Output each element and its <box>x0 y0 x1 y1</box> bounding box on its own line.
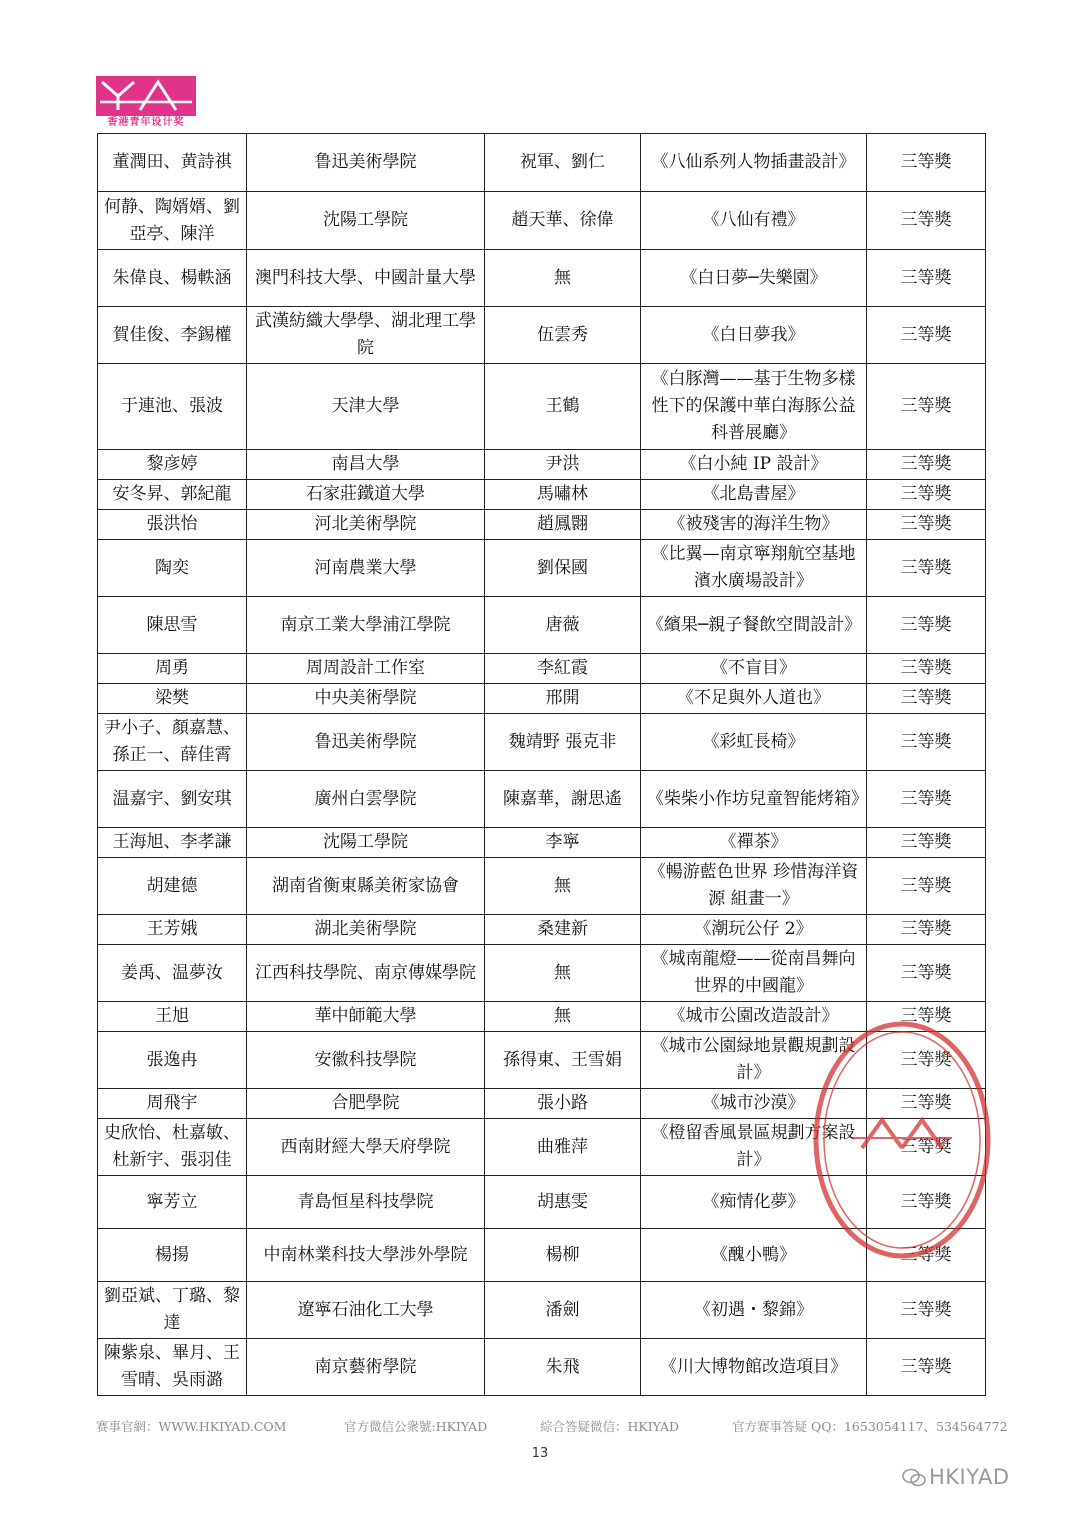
table-row <box>98 684 986 714</box>
student-cell: 賀佳俊、李錫權 <box>98 307 247 364</box>
table-row <box>98 364 986 450</box>
table-row <box>98 480 986 510</box>
advisor-cell: 朱飛 <box>485 1339 641 1396</box>
student-cell: 陳紫泉、畢月、王雪晴、吳雨潞 <box>98 1339 247 1396</box>
school-cell: 遼寧石油化工大學 <box>247 1282 485 1339</box>
advisor-cell: 潘劍 <box>485 1282 641 1339</box>
student-cell: 周勇 <box>98 654 247 684</box>
school-cell: 沈陽工學院 <box>247 828 485 858</box>
award-cell: 三等獎 <box>867 1002 986 1032</box>
table-row <box>98 654 986 684</box>
work-cell: 《城南龍燈——從南昌舞向世界的中國龍》 <box>641 945 867 1002</box>
advisor-cell: 魏靖野 張克非 <box>485 714 641 771</box>
table-row <box>98 1032 986 1089</box>
work-cell: 《比翼—南京寧翔航空基地濱水廣場設計》 <box>641 540 867 597</box>
advisor-cell: 李寧 <box>485 828 641 858</box>
school-cell: 華中師範大學 <box>247 1002 485 1032</box>
school-cell: 河北美術學院 <box>247 510 485 540</box>
table-row <box>98 1282 986 1339</box>
advisor-cell: 唐薇 <box>485 597 641 654</box>
student-cell: 劉亞斌、丁璐、黎達 <box>98 1282 247 1339</box>
student-cell: 陶奕 <box>98 540 247 597</box>
award-cell: 三等獎 <box>867 654 986 684</box>
table-row <box>98 510 986 540</box>
table-row <box>98 1229 986 1282</box>
award-cell: 三等獎 <box>867 714 986 771</box>
advisor-cell: 尹洪 <box>485 450 641 480</box>
footer-website: 赛事官網：WWW.HKIYAD.COM <box>96 1419 287 1434</box>
table-row <box>98 1119 986 1176</box>
watermark <box>902 1465 1010 1489</box>
work-cell: 《白豚灣——基于生物多樣性下的保護中華白海豚公益科普展廳》 <box>641 364 867 450</box>
table-row <box>98 1089 986 1119</box>
logo-text: 香港青年设计奖 <box>107 117 185 128</box>
work-cell: 《白日夢─失樂園》 <box>641 250 867 307</box>
student-cell: 于連池、張波 <box>98 364 247 450</box>
work-cell: 《不盲目》 <box>641 654 867 684</box>
table-row <box>98 858 986 915</box>
work-cell: 《繽果─親子餐飲空間設計》 <box>641 597 867 654</box>
work-cell: 《彩虹長椅》 <box>641 714 867 771</box>
work-cell: 《柴柴小作坊兒童智能烤箱》 <box>641 771 867 828</box>
award-cell: 三等獎 <box>867 1229 986 1282</box>
school-cell: 南昌大學 <box>247 450 485 480</box>
work-cell: 《城市公園改造設計》 <box>641 1002 867 1032</box>
award-cell: 三等獎 <box>867 1282 986 1339</box>
student-cell: 楊揚 <box>98 1229 247 1282</box>
table-row <box>98 250 986 307</box>
student-cell: 張洪怡 <box>98 510 247 540</box>
footer-wechat-official: 官方微信公衆號:HKIYAD <box>344 1419 488 1434</box>
award-cell: 三等獎 <box>867 192 986 250</box>
brand-logo <box>96 76 196 130</box>
table-row <box>98 915 986 945</box>
table-row <box>98 1176 986 1229</box>
award-cell: 三等獎 <box>867 307 986 364</box>
school-cell: 鲁迅美術學院 <box>247 714 485 771</box>
advisor-cell: 無 <box>485 858 641 915</box>
school-cell: 中南林業科技大學涉外學院 <box>247 1229 485 1282</box>
school-cell: 河南農業大學 <box>247 540 485 597</box>
work-cell: 《醜小鴨》 <box>641 1229 867 1282</box>
awards-table <box>97 133 986 1396</box>
logo-mark <box>96 76 196 116</box>
table-row <box>98 307 986 364</box>
student-cell: 張逸冉 <box>98 1032 247 1089</box>
school-cell: 湖南省衡東縣美術家協會 <box>247 858 485 915</box>
school-cell: 安徽科技學院 <box>247 1032 485 1089</box>
work-cell: 《川大博物館改造項目》 <box>641 1339 867 1396</box>
table-row <box>98 540 986 597</box>
table-row <box>98 714 986 771</box>
student-cell: 董潤田、黄詩祺 <box>98 134 247 192</box>
award-cell: 三等獎 <box>867 1119 986 1176</box>
advisor-cell: 王鶴 <box>485 364 641 450</box>
school-cell: 鲁迅美術學院 <box>247 134 485 192</box>
student-cell: 梁樊 <box>98 684 247 714</box>
student-cell: 史欣怡、杜嘉敏、杜新宇、張羽佳 <box>98 1119 247 1176</box>
advisor-cell: 劉保國 <box>485 540 641 597</box>
award-cell: 三等獎 <box>867 828 986 858</box>
footer-qq: 官方赛事答疑 QQ：1653054117、534564772 <box>732 1419 1008 1434</box>
watermark-text: HKIYAD <box>929 1465 1010 1489</box>
advisor-cell: 李紅霞 <box>485 654 641 684</box>
work-cell: 《城市公園緑地景觀規劃設計》 <box>641 1032 867 1089</box>
advisor-cell: 邢開 <box>485 684 641 714</box>
work-cell: 《白小純 IP 設計》 <box>641 450 867 480</box>
advisor-cell: 祝軍、劉仁 <box>485 134 641 192</box>
table-row <box>98 450 986 480</box>
table-row <box>98 771 986 828</box>
wechat-icon <box>902 1468 926 1488</box>
table-row <box>98 134 986 192</box>
student-cell: 何静、陶婿婿、劉亞亭、陳洋 <box>98 192 247 250</box>
award-cell: 三等獎 <box>867 684 986 714</box>
award-cell: 三等獎 <box>867 915 986 945</box>
award-cell: 三等獎 <box>867 1089 986 1119</box>
table-row <box>98 945 986 1002</box>
advisor-cell: 胡惠雯 <box>485 1176 641 1229</box>
advisor-cell: 無 <box>485 250 641 307</box>
award-cell: 三等獎 <box>867 480 986 510</box>
school-cell: 南京藝術學院 <box>247 1339 485 1396</box>
advisor-cell: 楊柳 <box>485 1229 641 1282</box>
school-cell: 青島恒星科技學院 <box>247 1176 485 1229</box>
work-cell: 《禪茶》 <box>641 828 867 858</box>
advisor-cell: 桑建新 <box>485 915 641 945</box>
student-cell: 安冬昇、郭紀龍 <box>98 480 247 510</box>
work-cell: 《八仙系列人物插畫設計》 <box>641 134 867 192</box>
work-cell: 《痴情化夢》 <box>641 1176 867 1229</box>
student-cell: 姜禹、温夢汝 <box>98 945 247 1002</box>
school-cell: 江西科技學院、南京傳媒學院 <box>247 945 485 1002</box>
advisor-cell: 張小路 <box>485 1089 641 1119</box>
student-cell: 王旭 <box>98 1002 247 1032</box>
award-cell: 三等獎 <box>867 1339 986 1396</box>
student-cell: 温嘉宇、劉安琪 <box>98 771 247 828</box>
advisor-cell: 伍雲秀 <box>485 307 641 364</box>
student-cell: 黎彦婷 <box>98 450 247 480</box>
award-cell: 三等獎 <box>867 364 986 450</box>
work-cell: 《橙留香風景區規劃方案設計》 <box>641 1119 867 1176</box>
award-cell: 三等獎 <box>867 1176 986 1229</box>
advisor-cell: 曲雅萍 <box>485 1119 641 1176</box>
advisor-cell: 趙鳳翾 <box>485 510 641 540</box>
work-cell: 《潮玩公仔 2》 <box>641 915 867 945</box>
school-cell: 湖北美術學院 <box>247 915 485 945</box>
student-cell: 朱偉良、楊軼涵 <box>98 250 247 307</box>
student-cell: 王海旭、李孝謙 <box>98 828 247 858</box>
work-cell: 《初遇・黎錦》 <box>641 1282 867 1339</box>
award-cell: 三等獎 <box>867 540 986 597</box>
school-cell: 南京工業大學浦江學院 <box>247 597 485 654</box>
table-row <box>98 1339 986 1396</box>
award-cell: 三等獎 <box>867 945 986 1002</box>
table-row <box>98 1002 986 1032</box>
award-cell: 三等獎 <box>867 1032 986 1089</box>
work-cell: 《北島書屋》 <box>641 480 867 510</box>
student-cell: 周飛宇 <box>98 1089 247 1119</box>
advisor-cell: 無 <box>485 1002 641 1032</box>
student-cell: 寧芳立 <box>98 1176 247 1229</box>
student-cell: 尹小子、顏嘉慧、孫正一、薛佳霄 <box>98 714 247 771</box>
table-row <box>98 597 986 654</box>
school-cell: 澳門科技大學、中國計量大學 <box>247 250 485 307</box>
school-cell: 天津大學 <box>247 364 485 450</box>
award-cell: 三等獎 <box>867 250 986 307</box>
work-cell: 《白日夢我》 <box>641 307 867 364</box>
advisor-cell: 趙天華、徐偉 <box>485 192 641 250</box>
work-cell: 《暢游藍色世界 珍惜海洋資源 組畫一》 <box>641 858 867 915</box>
award-cell: 三等獎 <box>867 510 986 540</box>
work-cell: 《城市沙漠》 <box>641 1089 867 1119</box>
advisor-cell: 陳嘉華，謝思遙 <box>485 771 641 828</box>
school-cell: 周周設計工作室 <box>247 654 485 684</box>
school-cell: 沈陽工學院 <box>247 192 485 250</box>
work-cell: 《被殘害的海洋生物》 <box>641 510 867 540</box>
table-row <box>98 828 986 858</box>
school-cell: 廣州白雲學院 <box>247 771 485 828</box>
student-cell: 王芳娥 <box>98 915 247 945</box>
school-cell: 西南財經大學天府學院 <box>247 1119 485 1176</box>
student-cell: 胡建德 <box>98 858 247 915</box>
award-cell: 三等獎 <box>867 597 986 654</box>
award-cell: 三等獎 <box>867 134 986 192</box>
advisor-cell: 無 <box>485 945 641 1002</box>
advisor-cell: 馬嘯林 <box>485 480 641 510</box>
award-cell: 三等獎 <box>867 771 986 828</box>
award-cell: 三等獎 <box>867 450 986 480</box>
school-cell: 中央美術學院 <box>247 684 485 714</box>
school-cell: 武漢紡織大學學、湖北理工學院 <box>247 307 485 364</box>
student-cell: 陳思雪 <box>98 597 247 654</box>
work-cell: 《八仙有禮》 <box>641 192 867 250</box>
work-cell: 《不足與外人道也》 <box>641 684 867 714</box>
school-cell: 石家莊鐵道大學 <box>247 480 485 510</box>
footer-wechat-support: 綜合答疑微信：HKIYAD <box>540 1419 680 1434</box>
advisor-cell: 孫得東、王雪娟 <box>485 1032 641 1089</box>
school-cell: 合肥學院 <box>247 1089 485 1119</box>
page-number: 13 <box>531 1446 549 1461</box>
award-cell: 三等獎 <box>867 858 986 915</box>
table-row <box>98 192 986 250</box>
